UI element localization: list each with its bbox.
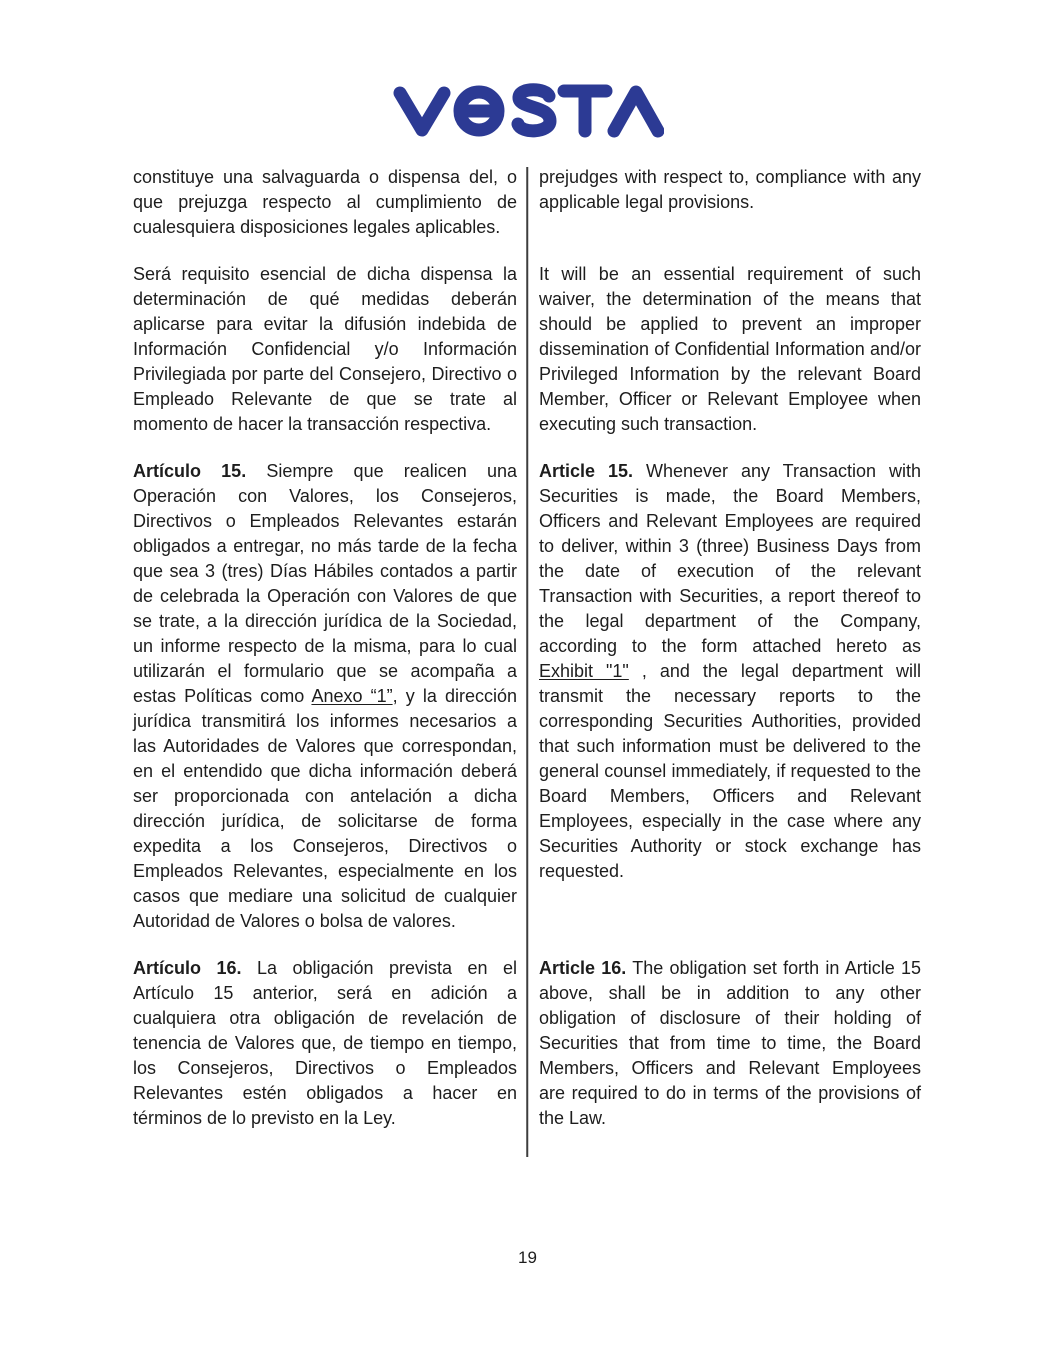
paragraph-text: Whenever any Transaction with Securities is made, the Board Members, Officers and Relevant Employees are required to deliver, within 3 (three) Business Days from the date of execution of the relevant Transaction with Securities, a report thereof to the legal department of the Company, according to the form attached hereto as	[539, 461, 922, 656]
bilingual-content	[133, 165, 921, 1157]
page-number: 19	[518, 1248, 537, 1267]
article-heading: Artículo 16.	[133, 958, 242, 978]
paragraph-text: constituye una salvaguarda o dispensa del, o que prejuzga respecto al cumplimiento de cualesquiera disposiciones legales aplicables.	[133, 167, 517, 237]
paragraph-en-article-16	[527, 956, 921, 1131]
paragraph-text: Será requisito esencial de dicha dispensa la determinación de qué medidas deberán aplicarse para evitar la difusión indebida de Información Confidencial y/o Información Privilegiada por parte del Consejero, Directivo o Empleado Relevante de que se trate al momento de hacer la transacción respectiva.	[133, 264, 517, 434]
article-heading: Artículo 15.	[133, 461, 247, 481]
article-heading: Article 16.	[539, 958, 627, 978]
paragraph-es-articulo-15	[133, 459, 527, 934]
column-divider	[526, 167, 528, 1157]
paragraph-text: The obligation set forth in Article 15 above, shall be in addition to any other obligation of disclosure of their holding of Securities that from time to time, the Board Members, Officers and Relevant Employees are required to do in terms of the provisions of the Law.	[539, 958, 921, 1128]
paragraph-text: Siempre que realicen una Operación con Valores, los Consejeros, Directivos o Empleados Relevantes estarán obligados a entregar, no más tarde de la fecha que sea 3 (tres) Días Hábiles contados a partir de celebrada la Operación con Valores de que se trate, a la dirección jurídica de la Sociedad, un informe respecto de la misma, para lo cual utilizarán el formulario que se acompaña a estas Políticas como	[133, 461, 517, 706]
paragraph-text: It will be an essential requirement of such waiver, the determination of the means that should be applied to prevent an improper dissemination of Confidential Information and/or Privileged Information by the relevant Board Member, Officer or Relevant Employee when executing such transaction.	[539, 264, 921, 434]
exhibit-1-reference: Exhibit "1"	[539, 661, 629, 681]
vesta-logo	[392, 80, 664, 140]
paragraph-text: La obligación prevista en el Artículo 15 anterior, será en adición a cualquiera otra obligación de revelación de tenencia de Valores que, de tiempo en tiempo, los Consejeros, Directivos o Empleados Relevantes estén obligados a hacer en términos de lo previsto en la Ley.	[133, 958, 517, 1128]
paragraph-text: , and the legal department will transmit the necessary reports to the corresponding Securities Authorities, provided that such information must be delivered to the general counsel immediately, if requested to the Board Members, Officers and Relevant Employees, especially in the case where any Securities Authority or stock exchange has requested.	[539, 661, 921, 881]
paragraph-text: prejudges with respect to, compliance with any applicable legal provisions.	[539, 167, 921, 212]
paragraph-es	[133, 165, 527, 240]
paragraph-es	[133, 262, 527, 437]
paragraph-en-article-15	[527, 459, 921, 934]
anexo-1-reference: Anexo “1”	[311, 686, 393, 706]
article-heading: Article 15.	[539, 461, 634, 481]
paragraph-text: , y la dirección jurídica transmitirá los informes necesarios a las Autoridades de Valores que correspondan, en el entendido que dicha información deberá ser proporcionada con antelación a dicha dirección jurídica, de solicitarse de forma expedita a los Consejeros, Directivos o Empleados Relevantes, especialmente en los casos que mediare una solicitud de cualquier Autoridad de Valores o bolsa de valores.	[133, 686, 517, 931]
header	[0, 0, 1055, 140]
paragraph-en	[527, 165, 921, 240]
paragraph-en	[527, 262, 921, 437]
paragraph-es-articulo-16	[133, 956, 527, 1131]
